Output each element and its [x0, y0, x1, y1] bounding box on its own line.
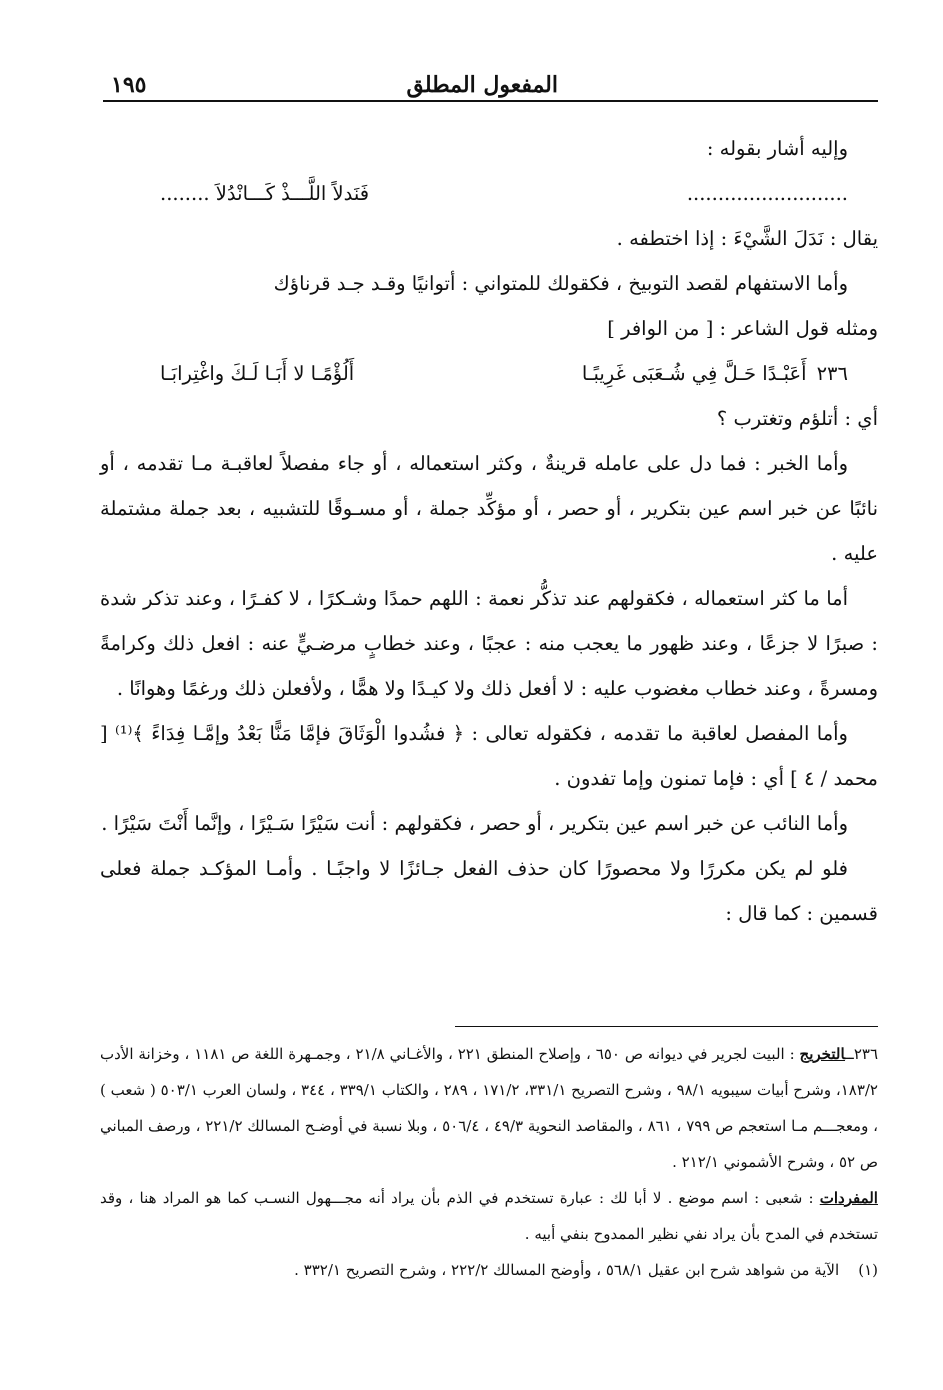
chapter-title: المفعول المطلق	[406, 72, 558, 98]
footnote-1	[100, 1252, 878, 1288]
footnotes	[100, 1036, 878, 1288]
paragraph-detailed: وأما المفصل لعاقبة ما تقدمه ، فكقوله تعالى : ﴿ فشُدوا الْوَثَاقَ فإمَّا مَنًّا بَعْدُ وإمَّـا فِدَاءً ﴾⁽¹⁾ [ محمد / ٤ ] أي : فإما تمنون وإما تفدون .	[100, 722, 878, 790]
paragraph-frequent: أما ما كثر استعماله ، فكقولهم عند تذكُّر نعمة : اللهم حمدًا وشـكرًا ، لا كفـرًا ، وعند تذكر شدة : صبرًا لا جزعًا ، وعند ظهور ما يعجب منه : عجبًا ، وعند خطابٍ مرضـيٍّ عنه : افعل ذلك وكرامةً ومسرةً ، وعند خطاب مغضوب عليه : لا أفعل ذلك ولا كيـدًا ولا همًّا ، ولأفعلن ذلك ورغمًا وهوانًا .	[100, 587, 878, 700]
explanation-line: أي : أتلؤم وتغترب ؟	[716, 407, 878, 430]
footnote-rule	[455, 1026, 878, 1027]
main-text	[100, 126, 878, 936]
verse-236-hemistich-2: أَلُؤْمًـا لا أَبَـا لَـكَ واغْتِرابَـا	[160, 362, 355, 385]
page-number: ١٩٥	[111, 72, 147, 98]
verse-1-hemistich-1: ..........................	[686, 182, 848, 205]
footnote-236-text: : البيت لجرير في ديوانه ص ٦٥٠ ، وإصلاح المنطق ٢٢١ ، والأغـاني ٢١/٨ ، وجمـهرة اللغة ص ١١٨١ ، وخزانة الأدب ١٨٣/٢، وشرح أبيات سيبويه ٩٨/١ ، وشرح التصريح ٣٣١/١، ١٧١/٢ ، ٢٨٩ ، والكتاب ٣٣٩/١ ، ٣٤٤ ، ولسان العرب ٥٠٣/١ ( شعب ) ، ومعجـــم مـا استعجم ص ٧٩٩ ، ٨٦١ ، والمقاصد النحوية ٤٩/٣ ، ٥٠٦/٤ ، وبلا نسبة في أوضـح المسالك ٢٢١/٢ ، ورصف المباني ص ٥٢ ، وشرح الأشموني ٢١٢/١ .	[100, 1045, 878, 1171]
footnote-236	[100, 1036, 878, 1180]
vocabulary-label: المفردات	[819, 1189, 878, 1207]
definition-line: يقال : نَدَلَ الشَّيْءَ : إذا اختطفه .	[616, 227, 878, 250]
paragraph-khabar: وأما الخبر : فما دل على عامله قرينةٌ ، وكثر استعماله ، أو جاء مفصلاً لعاقبـة مـا تقدمه ، أو نائبًا عن خبر اسم عين بتكرير ، أو حصر ، أو مؤكِّد جملة ، أو مسـوقًا للتشبيه ، بعد جملة مشتملة عليه .	[100, 452, 878, 565]
poet-line: ومثله قول الشاعر : [ من الوافر ]	[607, 317, 878, 340]
vocabulary-text: : شعبى : اسم موضع . لا أبا لك : عبارة تستخدم في الذم بأن يراد أنه مجـــهول النسـب كما هو المراد هنا ، وقد تستخدم في المدح بأن يراد نفي نظير الممدوح بنفي أبيه .	[100, 1189, 878, 1243]
verse-line-236	[100, 351, 878, 396]
paragraph-substitute: وأما النائب عن خبر اسم عين بتكرير ، أو حصر ، فكقولهم : أنت سَيْرًا سَـيْرًا ، وإنَّما أَنْتَ سَيْرًا .	[101, 812, 848, 835]
footnote-236-number: ٢٣٦ــ	[845, 1045, 878, 1063]
footnote-1-number: (١)	[858, 1261, 878, 1279]
verse-number: ٢٣٦	[816, 362, 848, 385]
intro-line: وإليه أشار بقوله :	[706, 137, 848, 160]
running-header	[103, 68, 878, 104]
verse-1-hemistich-2: فَنَدلاً اللَّـــذْ كَـــانْدُلاَ ........	[160, 182, 370, 205]
interrogative-line: وأما الاستفهام لقصد التوبيخ ، فكقولك للمتواني : أتوانيًا وقـد جـد قرناؤك	[273, 272, 848, 295]
verse-line-1	[100, 171, 878, 216]
paragraph-emphatic: فلو لم يكن مكررًا ولا محصورًا كان حذف الفعل جـائزًا لا واجبًـا . وأمـا المؤكـد جملة فعلى قسمين : كما قال :	[100, 857, 878, 925]
verse-236-first-text: أَعَبْـدًا حَـلَّ فِي شُـعَبَى غَرِيبًـا	[581, 362, 807, 385]
footnote-236-label: التخريج	[799, 1045, 846, 1063]
footnote-vocabulary	[100, 1180, 878, 1252]
footnote-1-text: الآية من شواهد شرح ابن عقيل ٥٦٨/١ ، وأوضح المسالك ٢٢٢/٢ ، وشرح التصريح ٣٣٢/١ .	[294, 1261, 840, 1279]
verse-236-hemistich-1	[582, 351, 848, 396]
header-rule	[103, 100, 878, 102]
